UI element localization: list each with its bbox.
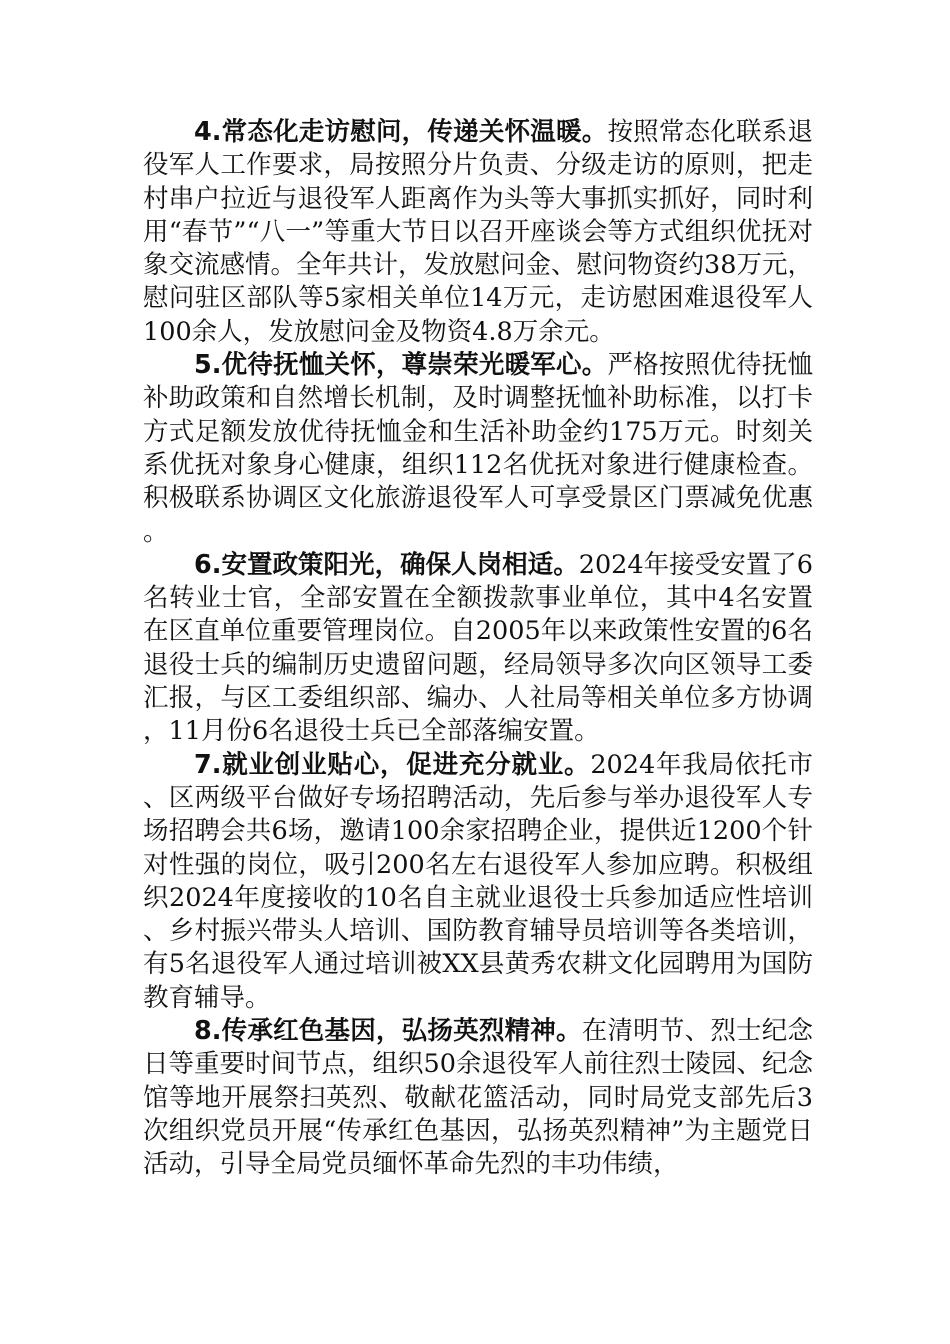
paragraph-5-body: 严格按照优待抚恤补助政策和自然增长机制，及时调整抚恤补助标准，以打卡方式足额发放优待抚恤金和生活补助金约175万元。时刻关系优抚对象身心健康，组织112名优抚对象进行健康检查。积极联系协调区文化旅游退役军人可享受景区门票减免优惠。 [143, 350, 813, 547]
paragraph-7-heading: 7.就业创业贴心，促进充分就业。 [194, 749, 591, 780]
paragraph-7-body: 2024年我局依托市、区两级平台做好专场招聘活动，先后参与举办退役军人专场招聘会共6场，邀请100余家招聘企业，提供近1200个针对性强的岗位，吸引200名左右退役军人参加应聘。积极组织2024年度接收的10名自主就业退役士兵参加适应性培训、乡村振兴带头人培训、国防教育辅导员培训等各类培训，有5名退役军人通过培训被XX县黄秀农耕文化园聘用为国防教育辅导。 [143, 749, 813, 1013]
paragraph-4-body: 按照常态化联系退役军人工作要求，局按照分片负责、分级走访的原则，把走村串户拉近与退役军人距离作为头等大事抓实抓好，同时利用“春节”“八一”等重大节日以召开座谈会等方式组织优抚对象交流感情。全年共计，发放慰问金、慰问物资约38万元，慰问驻区部队等5家相关单位14万元，走访慰困难退役军人100余人，发放慰问金及物资4.8万余元。 [143, 117, 813, 347]
paragraph-8-heading: 8.传承红色基因，弘扬英烈精神。 [194, 1016, 582, 1047]
paragraph-4-heading: 4.常态化走访慰问，传递关怀温暖。 [194, 117, 608, 147]
paragraph-5 [143, 349, 813, 549]
paragraph-5-heading: 5.优待抚恤关怀，尊崇荣光暖军心。 [194, 350, 608, 381]
paragraph-8 [143, 1015, 813, 1181]
paragraph-8-body: 在清明节、烈士纪念日等重要时间节点，组织50余退役军人前往烈士陵园、纪念馆等地开展祭扫英烈、敬献花篮活动，同时局党支部先后3次组织党员开展“传承红色基因，弘扬英烈精神”为主题党日活动，引导全局党员缅怀革命先烈的丰功伟绩， [143, 1016, 813, 1180]
paragraph-6 [143, 549, 813, 749]
document-page [143, 116, 813, 1182]
paragraph-6-body: 2024年接受安置了6名转业士官，全部安置在全额拨款事业单位，其中4名安置在区直单位重要管理岗位。自2005年以来政策性安置的6名退役士兵的编制历史遗留问题，经局领导多次向区领导工委汇报，与区工委组织部、编办、人社局等相关单位多方协调，11月份6名退役士兵已全部落编安置。 [143, 549, 813, 747]
paragraph-7 [143, 749, 813, 1015]
paragraph-4 [143, 116, 813, 349]
paragraph-6-heading: 6.安置政策阳光，确保人岗相适。 [194, 549, 579, 580]
